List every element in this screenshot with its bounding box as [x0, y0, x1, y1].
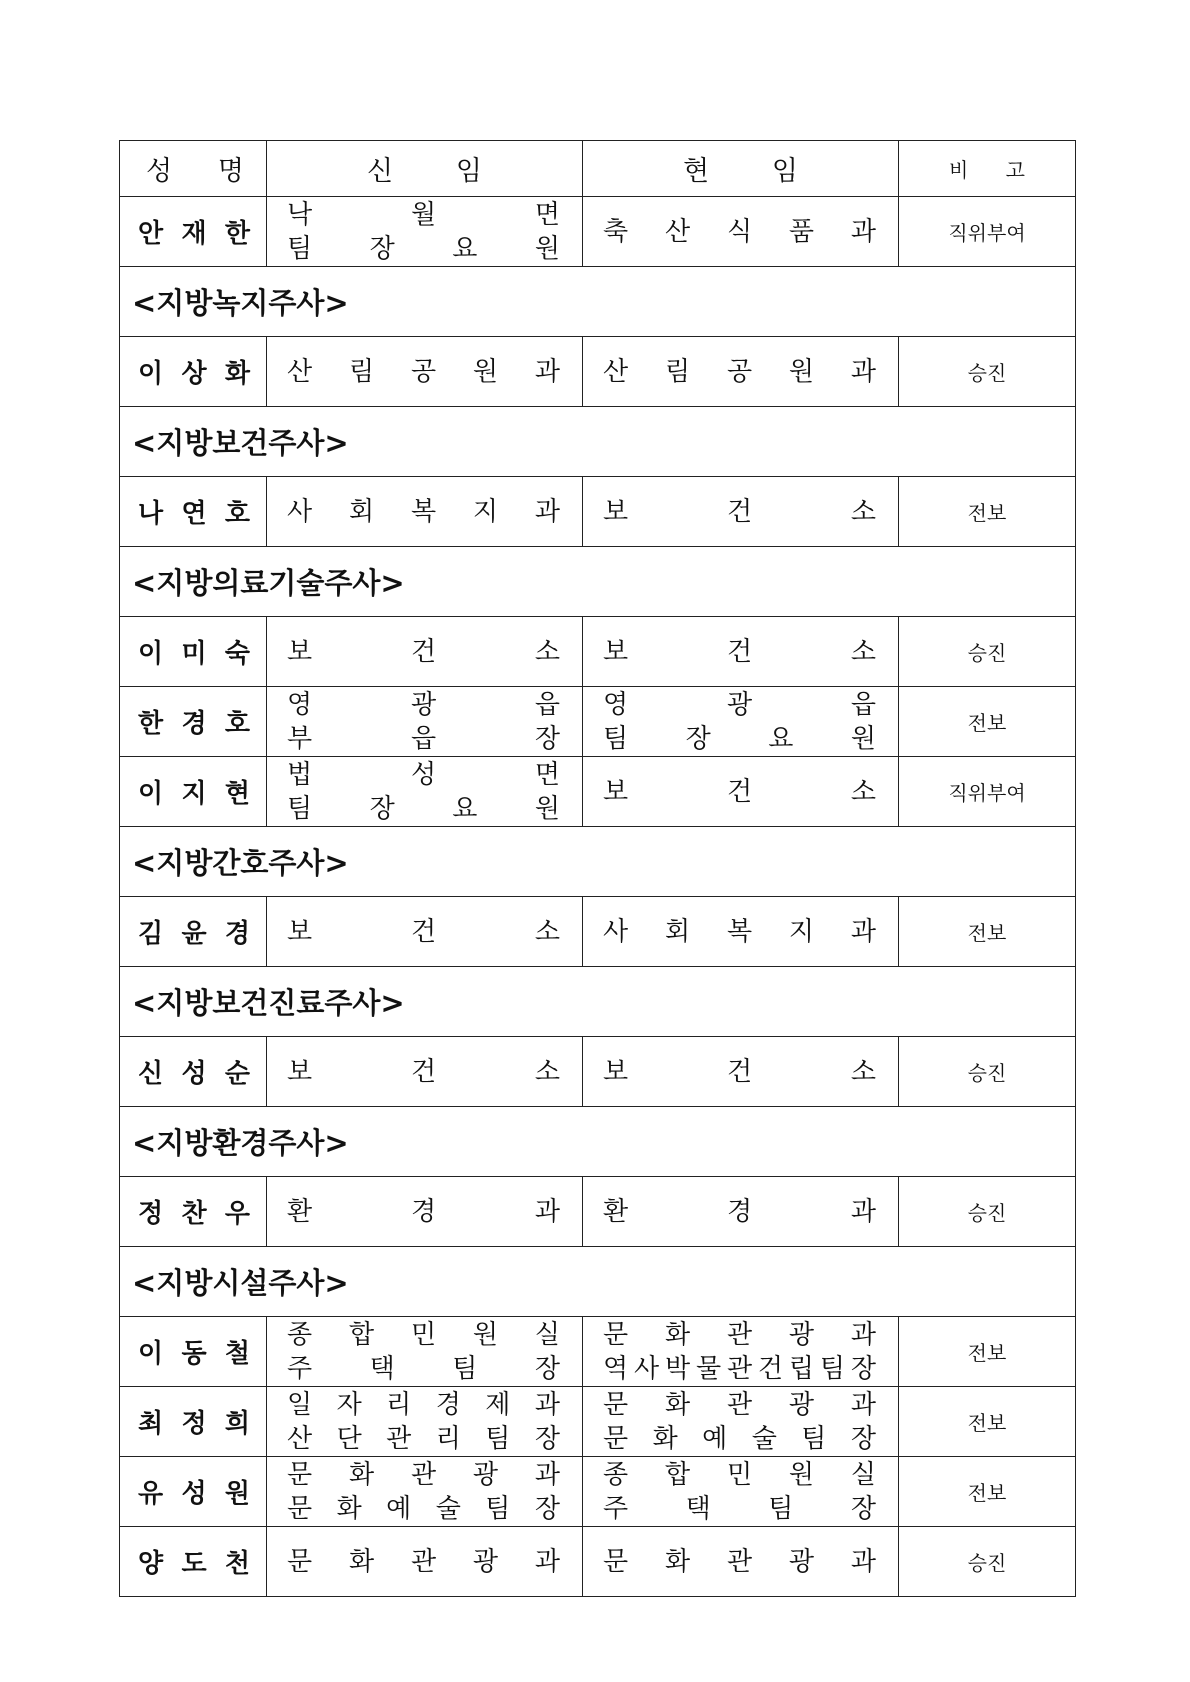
- new-post-line: 부 읍 장: [287, 723, 560, 754]
- header-new: 신 임: [367, 156, 482, 187]
- current-post-line: 주 택 팀 장: [603, 1493, 876, 1524]
- person-name-cell: [120, 477, 267, 547]
- new-post-line: 문 화 관 광 과: [287, 1459, 560, 1490]
- person-name-cell: [120, 1527, 267, 1597]
- header-new-cell: [267, 141, 583, 197]
- section-row: [120, 407, 1076, 477]
- person-name: 이 미 숙: [138, 639, 250, 669]
- current-post-cell: [583, 197, 899, 267]
- section-title: <지방의료기술주사>: [120, 547, 1076, 617]
- new-post-line: 산 림 공 원 과: [287, 356, 560, 387]
- header-current: 현 임: [683, 156, 798, 187]
- person-name: 신 성 순: [138, 1059, 250, 1089]
- current-post-cell: [583, 1037, 899, 1107]
- header-note-cell: [899, 141, 1076, 197]
- remark-cell: 전보: [899, 1387, 1076, 1457]
- person-name-cell: [120, 757, 267, 827]
- table-row: [120, 757, 1076, 827]
- section-title: <지방환경주사>: [120, 1107, 1076, 1177]
- new-post-cell: [267, 1387, 583, 1457]
- remark-cell: 전보: [899, 477, 1076, 547]
- remark-cell: 전보: [899, 1317, 1076, 1387]
- current-post-cell: [583, 687, 899, 757]
- new-post-line: 팀 장 요 원: [287, 233, 560, 264]
- section-title: <지방시설주사>: [120, 1247, 1076, 1317]
- section-row: [120, 1247, 1076, 1317]
- remark-cell: 전보: [899, 1457, 1076, 1527]
- header-note: 비 고: [949, 158, 1025, 182]
- new-post-line: 사 회 복 지 과: [287, 496, 560, 527]
- remark-cell: 직위부여: [899, 757, 1076, 827]
- new-post-line: 산 단 관 리 팀 장: [287, 1423, 560, 1454]
- remark-cell: 승진: [899, 617, 1076, 687]
- current-post-line: 문 화 관 광 과: [603, 1389, 876, 1420]
- new-post-cell: [267, 1457, 583, 1527]
- new-post-cell: [267, 337, 583, 407]
- current-post-line: 보 건 소: [603, 1056, 876, 1087]
- person-name: 나 연 호: [138, 499, 250, 529]
- person-name: 안 재 한: [138, 219, 250, 249]
- new-post-line: 법 성 면: [287, 759, 560, 790]
- current-post-line: 사 회 복 지 과: [603, 916, 876, 947]
- remark-cell: 승진: [899, 1037, 1076, 1107]
- new-post-line: 문 화 예 술 팀 장: [287, 1493, 560, 1524]
- current-post-line: 종 합 민 원 실: [603, 1459, 876, 1490]
- section-title: <지방녹지주사>: [120, 267, 1076, 337]
- appointment-table-body: [120, 141, 1076, 1597]
- section-row: [120, 547, 1076, 617]
- current-post-cell: [583, 1527, 899, 1597]
- new-post-line: 종 합 민 원 실: [287, 1319, 560, 1350]
- new-post-cell: [267, 1037, 583, 1107]
- person-name: 정 찬 우: [138, 1199, 250, 1229]
- section-row: [120, 267, 1076, 337]
- person-name-cell: [120, 337, 267, 407]
- table-row: [120, 477, 1076, 547]
- current-post-line: 역 사 박 물 관 건 립 팀 장: [603, 1353, 876, 1384]
- current-post-cell: [583, 757, 899, 827]
- current-post-line: 보 건 소: [603, 776, 876, 807]
- new-post-cell: [267, 757, 583, 827]
- current-post-cell: [583, 617, 899, 687]
- table-row: [120, 687, 1076, 757]
- remark-cell: 승진: [899, 337, 1076, 407]
- current-post-line: 축 산 식 품 과: [603, 216, 876, 247]
- new-post-cell: [267, 617, 583, 687]
- person-name-cell: [120, 617, 267, 687]
- new-post-cell: [267, 897, 583, 967]
- table-row: [120, 1387, 1076, 1457]
- current-post-line: 문 화 예 술 팀 장: [603, 1423, 876, 1454]
- remark-cell: 전보: [899, 897, 1076, 967]
- section-title: <지방보건진료주사>: [120, 967, 1076, 1037]
- table-row: [120, 197, 1076, 267]
- current-post-line: 보 건 소: [603, 496, 876, 527]
- current-post-cell: [583, 897, 899, 967]
- current-post-cell: [583, 477, 899, 547]
- new-post-line: 환 경 과: [287, 1196, 560, 1227]
- current-post-cell: [583, 1387, 899, 1457]
- remark-cell: 직위부여: [899, 197, 1076, 267]
- new-post-line: 보 건 소: [287, 916, 560, 947]
- current-post-cell: [583, 1457, 899, 1527]
- person-name: 최 정 희: [138, 1409, 250, 1439]
- section-title: <지방간호주사>: [120, 827, 1076, 897]
- current-post-line: 문 화 관 광 과: [603, 1546, 876, 1577]
- current-post-line: 산 림 공 원 과: [603, 356, 876, 387]
- person-name: 김 윤 경: [138, 919, 250, 949]
- current-post-cell: [583, 337, 899, 407]
- new-post-line: 일 자 리 경 제 과: [287, 1389, 560, 1420]
- table-row: [120, 897, 1076, 967]
- new-post-line: 보 건 소: [287, 636, 560, 667]
- new-post-line: 주 택 팀 장: [287, 1353, 560, 1384]
- table-row: [120, 337, 1076, 407]
- person-name: 이 동 철: [138, 1339, 250, 1369]
- new-post-cell: [267, 197, 583, 267]
- new-post-line: 낙 월 면: [287, 199, 560, 230]
- new-post-line: 문 화 관 광 과: [287, 1546, 560, 1577]
- person-name: 유 성 원: [138, 1479, 250, 1509]
- new-post-cell: [267, 1317, 583, 1387]
- new-post-cell: [267, 687, 583, 757]
- section-row: [120, 967, 1076, 1037]
- person-name: 한 경 호: [138, 709, 250, 739]
- table-row: [120, 1317, 1076, 1387]
- header-name-cell: [120, 141, 267, 197]
- section-row: [120, 1107, 1076, 1177]
- person-name-cell: [120, 687, 267, 757]
- section-row: [120, 827, 1076, 897]
- person-name-cell: [120, 1177, 267, 1247]
- table-row: [120, 1037, 1076, 1107]
- person-name-cell: [120, 1387, 267, 1457]
- new-post-line: 팀 장 요 원: [287, 793, 560, 824]
- table-row: [120, 1527, 1076, 1597]
- current-post-line: 팀 장 요 원: [603, 723, 876, 754]
- new-post-line: 보 건 소: [287, 1056, 560, 1087]
- new-post-cell: [267, 1527, 583, 1597]
- person-name: 이 지 현: [138, 779, 250, 809]
- current-post-line: 영 광 읍: [603, 689, 876, 720]
- header-current-cell: [583, 141, 899, 197]
- person-name-cell: [120, 197, 267, 267]
- new-post-cell: [267, 477, 583, 547]
- appointment-table: [119, 140, 1076, 1597]
- current-post-cell: [583, 1177, 899, 1247]
- current-post-line: 환 경 과: [603, 1196, 876, 1227]
- person-name: 양 도 천: [138, 1549, 250, 1579]
- current-post-cell: [583, 1317, 899, 1387]
- person-name-cell: [120, 1317, 267, 1387]
- person-name-cell: [120, 1037, 267, 1107]
- header-name: 성 명: [146, 156, 244, 187]
- remark-cell: 전보: [899, 687, 1076, 757]
- current-post-line: 보 건 소: [603, 636, 876, 667]
- table-row: [120, 1457, 1076, 1527]
- person-name: 이 상 화: [138, 359, 250, 389]
- table-header-row: [120, 141, 1076, 197]
- current-post-line: 문 화 관 광 과: [603, 1319, 876, 1350]
- new-post-cell: [267, 1177, 583, 1247]
- person-name-cell: [120, 897, 267, 967]
- new-post-line: 영 광 읍: [287, 689, 560, 720]
- table-row: [120, 617, 1076, 687]
- section-title: <지방보건주사>: [120, 407, 1076, 477]
- table-row: [120, 1177, 1076, 1247]
- remark-cell: 승진: [899, 1177, 1076, 1247]
- remark-cell: 승진: [899, 1527, 1076, 1597]
- person-name-cell: [120, 1457, 267, 1527]
